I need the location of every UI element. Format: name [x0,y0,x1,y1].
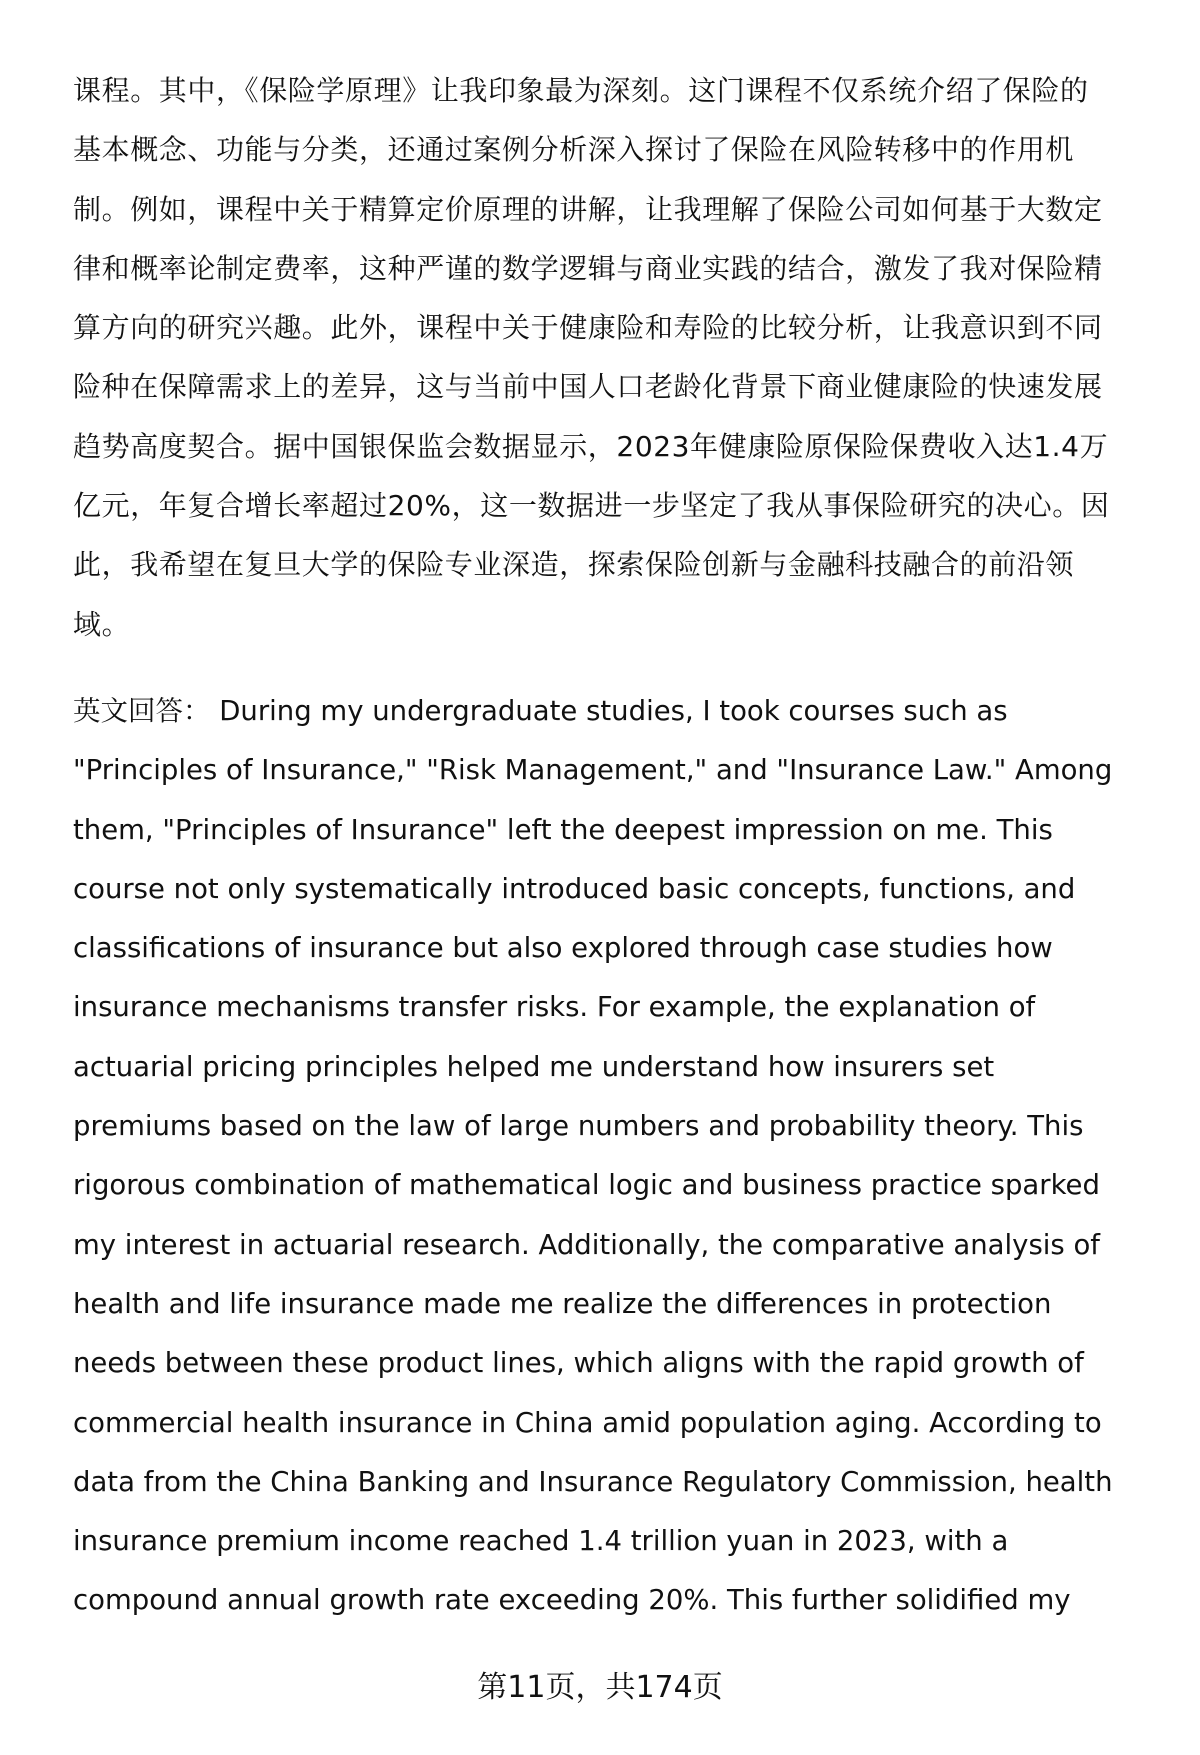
text-line: 趋势高度契合。据中国银保监会数据显示，2023年健康险原保险保费收入达1.4万 [73,429,1109,463]
text-line: 算方向的研究兴趣。此外，课程中关于健康险和寿险的比较分析，让我意识到不同 [73,311,1103,345]
text-line: insurance mechanisms transfer risks. For example, the explanation of [73,991,1036,1024]
text-line: health and life insurance made me realize the differences in protection [73,1287,1052,1320]
text-line: "Principles of Insurance," "Risk Management," and "Insurance Law." Among [73,754,1113,787]
text-line: them, "Principles of Insurance" left the deepest impression on me. This [73,813,1053,846]
text-line: 基本概念、功能与分类，还通过案例分析深入探讨了保险在风险转移中的作用机 [73,133,1075,167]
text-line: 此，我希望在复旦大学的保险专业深造，探索保险创新与金融科技融合的前沿领 [73,548,1075,582]
english-answer-paragraph [73,682,1143,1631]
text-line: insurance premium income reached 1.4 trillion yuan in 2023, with a [73,1525,1009,1558]
text-line: 险种在保障需求上的差异，这与当前中国人口老龄化背景下商业健康险的快速发展 [73,370,1103,404]
text-line: 亿元，年复合增长率超过20%，这一数据进一步坚定了我从事保险研究的决心。因 [73,489,1110,523]
text-line: rigorous combination of mathematical logic and business practice sparked [73,1169,1100,1202]
text-line: 域。 [73,607,131,641]
text-line: compound annual growth rate exceeding 20%. This further solidified my [73,1584,1071,1617]
text-line: 英文回答： During my undergraduate studies, I took courses such as [73,695,1008,727]
text-line: needs between these product lines, which aligns with the rapid growth of [73,1347,1084,1380]
text-line: course not only systematically introduced basic concepts, functions, and [73,872,1076,905]
text-line: actuarial pricing principles helped me understand how insurers set [73,1050,995,1083]
chinese-paragraph [73,61,1143,654]
text-line: data from the China Banking and Insurance Regulatory Commission, health [73,1465,1113,1498]
text-line: classifications of insurance but also explored through case studies how [73,932,1053,965]
page-number-footer: 第11页，共174页 [477,1670,723,1705]
text-line: 课程。其中，《保险学原理》让我印象最为深刻。这门课程不仅系统介绍了保险的 [73,74,1089,107]
text-line: 律和概率论制定费率，这种严谨的数学逻辑与商业实践的结合，激发了我对保险精 [73,251,1103,285]
text-line: my interest in actuarial research. Additionally, the comparative analysis of [73,1228,1100,1261]
text-line: 制。例如，课程中关于精算定价原理的讲解，让我理解了保险公司如何基于大数定 [73,192,1103,226]
text-line: premiums based on the law of large numbers and probability theory. This [73,1110,1084,1143]
text-line: commercial health insurance in China amid population aging. According to [73,1406,1102,1439]
